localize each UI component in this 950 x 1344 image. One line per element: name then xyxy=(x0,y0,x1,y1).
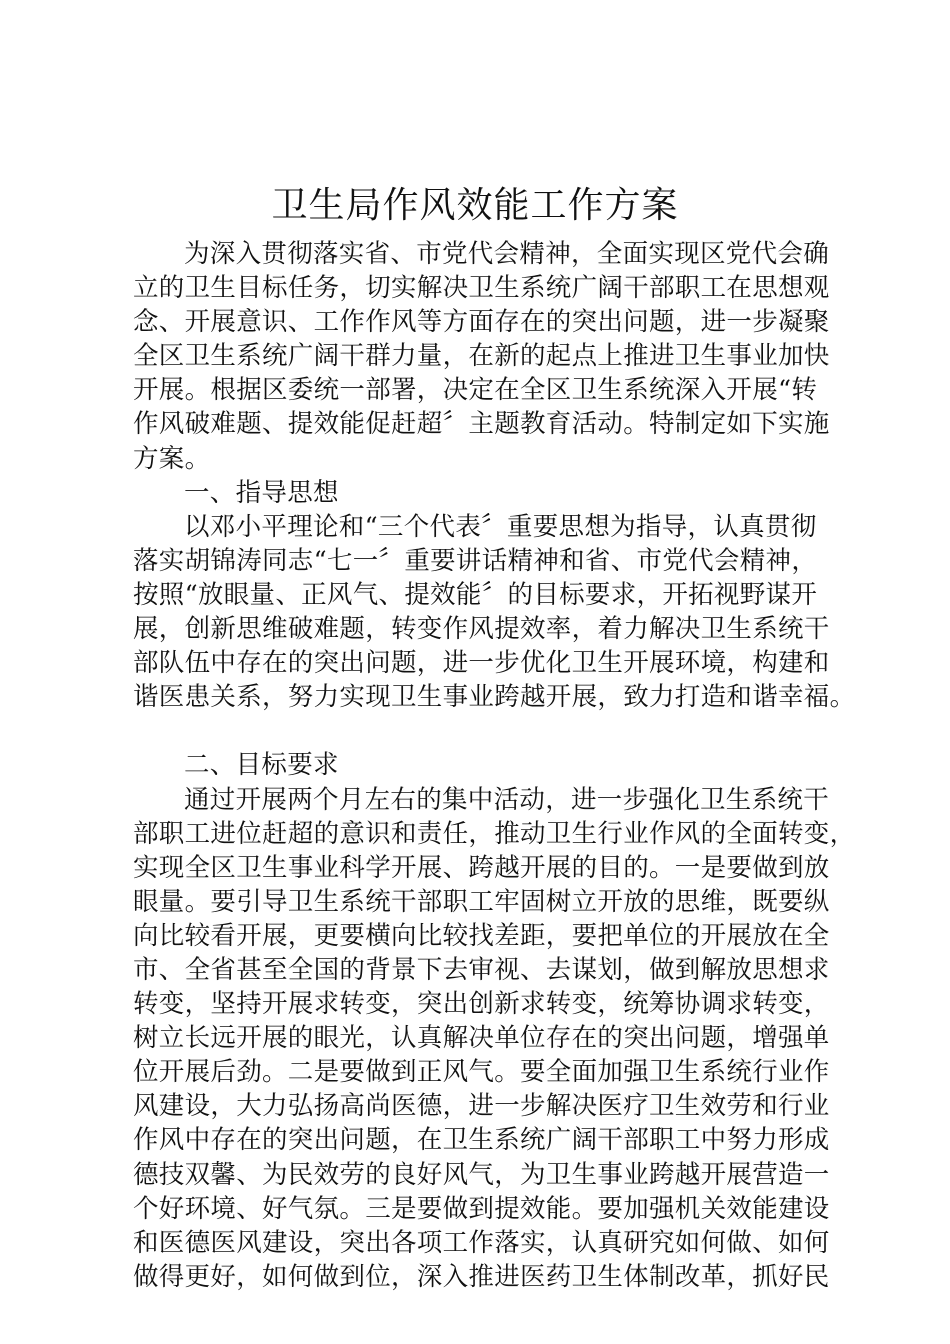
section-heading: 一、指导思想 xyxy=(184,477,339,508)
paragraph-line: 作风中存在的突出问题，在卫生系统广阔干部职工中努力形成 xyxy=(133,1125,830,1156)
paragraph-line: 部队伍中存在的突出问题，进一步优化卫生开展环境，构建和 xyxy=(133,648,830,679)
paragraph-line: 以邓小平理论和“三个代表〞重要思想为指导，认真贯彻 xyxy=(184,511,817,542)
document-body xyxy=(133,237,856,1294)
paragraph-line: 风建设，大力弘扬高尚医德，进一步解决医疗卫生效劳和行业 xyxy=(133,1091,830,1122)
paragraph-line: 全区卫生系统广阔干群力量，在新的起点上推进卫生事业加快 xyxy=(133,341,830,372)
paragraph-line: 为深入贯彻落实省、市党代会精神，全面实现区党代会确 xyxy=(184,239,830,269)
paragraph-line: 市、全省甚至全国的背景下去审视、去谋划，做到解放思想求 xyxy=(133,954,830,985)
paragraph-line: 实现全区卫生事业科学开展、跨越开展的目的。一是要做到放 xyxy=(133,852,830,883)
paragraph-line: 和医德医风建设，突出各项工作落实，认真研究如何做、如何 xyxy=(133,1227,830,1258)
paragraph-line: 方案。 xyxy=(133,443,211,474)
paragraph-line: 位开展后劲。二是要做到正风气。要全面加强卫生系统行业作 xyxy=(133,1057,830,1088)
paragraph-line: 德技双馨、为民效劳的良好风气，为卫生事业跨越开展营造一 xyxy=(133,1159,830,1190)
paragraph-line: 开展。根据区委统一部署，决定在全区卫生系统深入开展“转 xyxy=(133,375,818,406)
paragraph-line: 个好环境、好气氛。三是要做到提效能。要加强机关效能建设 xyxy=(133,1193,830,1224)
paragraph-line: 转变，坚持开展求转变，突出创新求转变，统筹协调求转变， xyxy=(133,989,830,1020)
paragraph-line: 做得更好，如何做到位，深入推进医药卫生体制改革，抓好民 xyxy=(133,1261,830,1292)
paragraph-line: 通过开展两个月左右的集中活动，进一步强化卫生系统干 xyxy=(184,784,830,815)
paragraph-line: 按照“放眼量、正风气、提效能〞的目标要求，开拓视野谋开 xyxy=(133,579,818,610)
document-title: 卫生局作风效能工作方案 xyxy=(271,185,679,226)
section-heading: 二、目标要求 xyxy=(184,750,339,781)
paragraph-line: 展，创新思维破难题，转变作风提效率，着力解决卫生系统干 xyxy=(133,614,830,645)
paragraph-line: 树立长远开展的眼光，认真解决单位存在的突出问题，增强单 xyxy=(133,1023,830,1054)
paragraph-line: 落实胡锦涛同志“七一〞重要讲话精神和省、市党代会精神， xyxy=(133,545,818,576)
paragraph-line: 立的卫生目标任务，切实解决卫生系统广阔干部职工在思想观 xyxy=(133,273,830,304)
blank-line xyxy=(133,714,823,748)
paragraph-line: 眼量。要引导卫生系统干部职工牢固树立开放的思维，既要纵 xyxy=(133,886,830,917)
paragraph-line: 部职工进位赶超的意识和责任，推动卫生行业作风的全面转变， xyxy=(133,818,856,849)
paragraph-line: 念、开展意识、工作作风等方面存在的突出问题，进一步凝聚 xyxy=(133,307,830,338)
paragraph-line: 向比较看开展，更要横向比较找差距，要把单位的开展放在全 xyxy=(133,920,830,951)
paragraph-line: 作风破难题、提效能促赶超〞主题教育活动。特制定如下实施 xyxy=(133,409,830,440)
paragraph-line: 谐医患关系，努力实现卫生事业跨越开展，致力打造和谐幸福。 xyxy=(133,682,856,713)
